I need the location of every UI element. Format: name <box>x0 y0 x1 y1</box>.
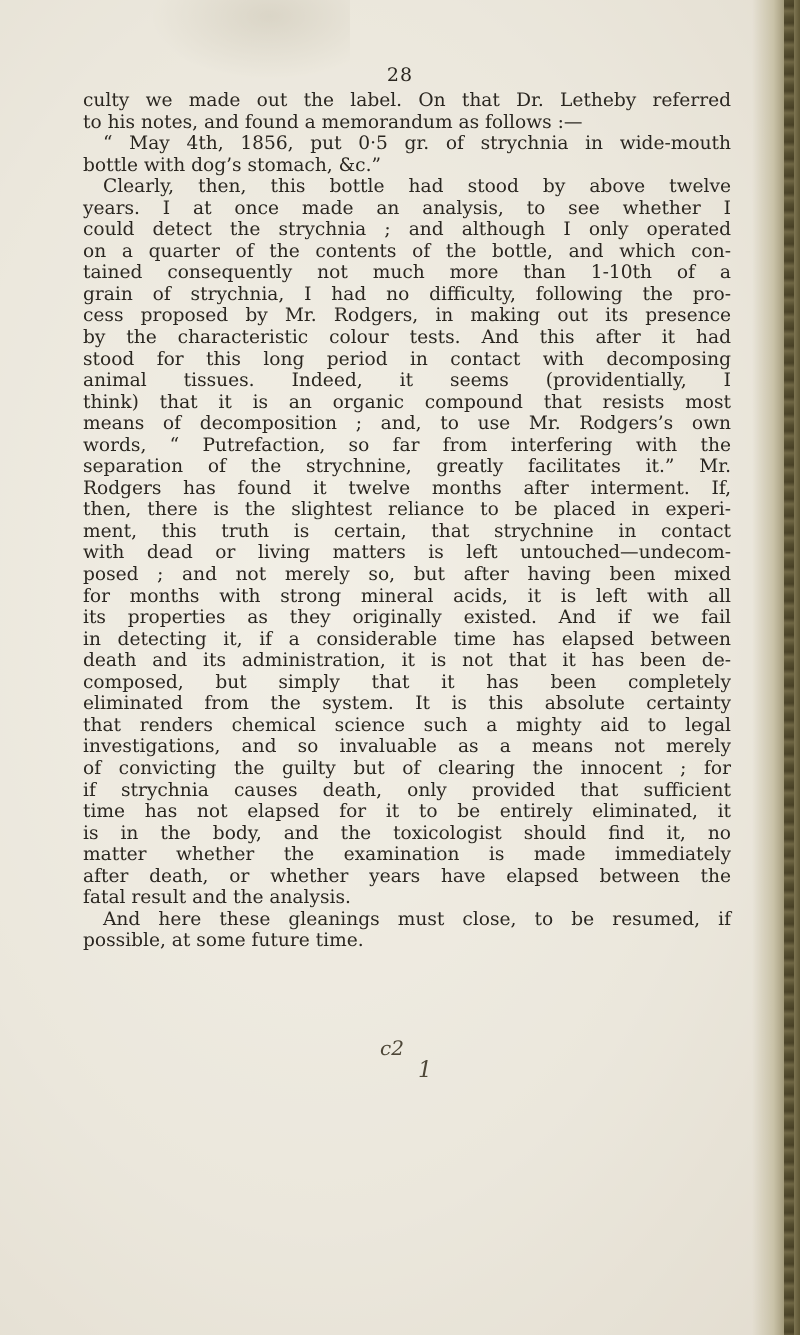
text-line: tained consequently not much more than 1-10th of a <box>83 262 731 284</box>
text-line: culty we made out the label. On that Dr. Letheby referred <box>83 90 731 111</box>
text-line: its properties as they originally existed. And if we fail <box>83 607 731 629</box>
text-line: for months with strong mineral acids, it is left with all <box>83 585 731 607</box>
text-line: after death, or whether years have elapsed between the <box>83 865 731 887</box>
text-line: cess proposed by Mr. Rodgers, in making out its presence <box>83 305 731 327</box>
body-text <box>83 90 731 952</box>
text-line: composed, but simply that it has been completely <box>83 671 731 693</box>
text-line: that renders chemical science such a mighty aid to legal <box>83 714 731 736</box>
text-line: if strychnia causes death, only provided that sufficient <box>83 779 731 801</box>
text-line: words, “ Putrefaction, so far from interfering with the <box>83 434 731 456</box>
text-line: stood for this long period in contact with decomposing <box>83 348 731 370</box>
text-line: death and its administration, it is not that it has been de- <box>83 650 731 672</box>
text-line: means of decomposition ; and, to use Mr. Rodgers’s own <box>83 413 731 435</box>
text-line: grain of strychnia, I had no difficulty, following the pro- <box>83 283 731 305</box>
text-line: fatal result and the analysis. <box>83 887 351 909</box>
handwritten-mark: 1 <box>418 1058 432 1083</box>
text-line: then, there is the slightest reliance to be placed in experi- <box>83 499 731 521</box>
text-line: think) that it is an organic compound that resists most <box>83 391 731 413</box>
text-line: could detect the strychnia ; and although I only operated <box>83 219 731 241</box>
text-line: “ May 4th, 1856, put 0·5 gr. of strychnia in wide-mouth <box>103 133 731 155</box>
page-number: 28 <box>386 64 414 86</box>
text-line: time has not elapsed for it to be entirely eliminated, it <box>83 801 731 823</box>
text-line: to his notes, and found a memorandum as follows :— <box>83 111 583 133</box>
text-line: animal tissues. Indeed, it seems (providentially, I <box>83 370 731 392</box>
text-line: by the characteristic colour tests. And this after it had <box>83 327 731 349</box>
page-binding-edge <box>752 0 800 1335</box>
text-line: years. I at once made an analysis, to see whether I <box>83 197 731 219</box>
text-line: Clearly, then, this bottle had stood by above twelve <box>103 176 731 198</box>
text-line: separation of the strychnine, greatly facilitates it.” Mr. <box>83 456 731 478</box>
text-line: on a quarter of the contents of the bottle, and which con- <box>83 240 731 262</box>
text-line: in detecting it, if a considerable time has elapsed between <box>83 628 731 650</box>
text-line: bottle with dog’s stomach, &c.” <box>83 154 381 176</box>
text-line: of convicting the guilty but of clearing the innocent ; for <box>83 757 731 779</box>
text-line: matter whether the examination is made immediately <box>83 844 731 866</box>
text-line: investigations, and so invaluable as a means not merely <box>83 736 731 758</box>
text-line: Rodgers has found it twelve months after interment. If, <box>83 477 731 499</box>
text-line: posed ; and not merely so, but after having been mixed <box>83 564 731 586</box>
text-line: ment, this truth is certain, that strychnine in contact <box>83 520 731 542</box>
text-line: possible, at some future time. <box>83 930 364 952</box>
text-line: And here these gleanings must close, to be resumed, if <box>103 908 731 930</box>
handwritten-mark: c2 <box>380 1036 404 1060</box>
text-line: with dead or living matters is left untouched—undecom- <box>83 542 731 564</box>
text-line: eliminated from the system. It is this absolute certainty <box>83 693 731 715</box>
text-line: is in the body, and the toxicologist should find it, no <box>83 822 731 844</box>
